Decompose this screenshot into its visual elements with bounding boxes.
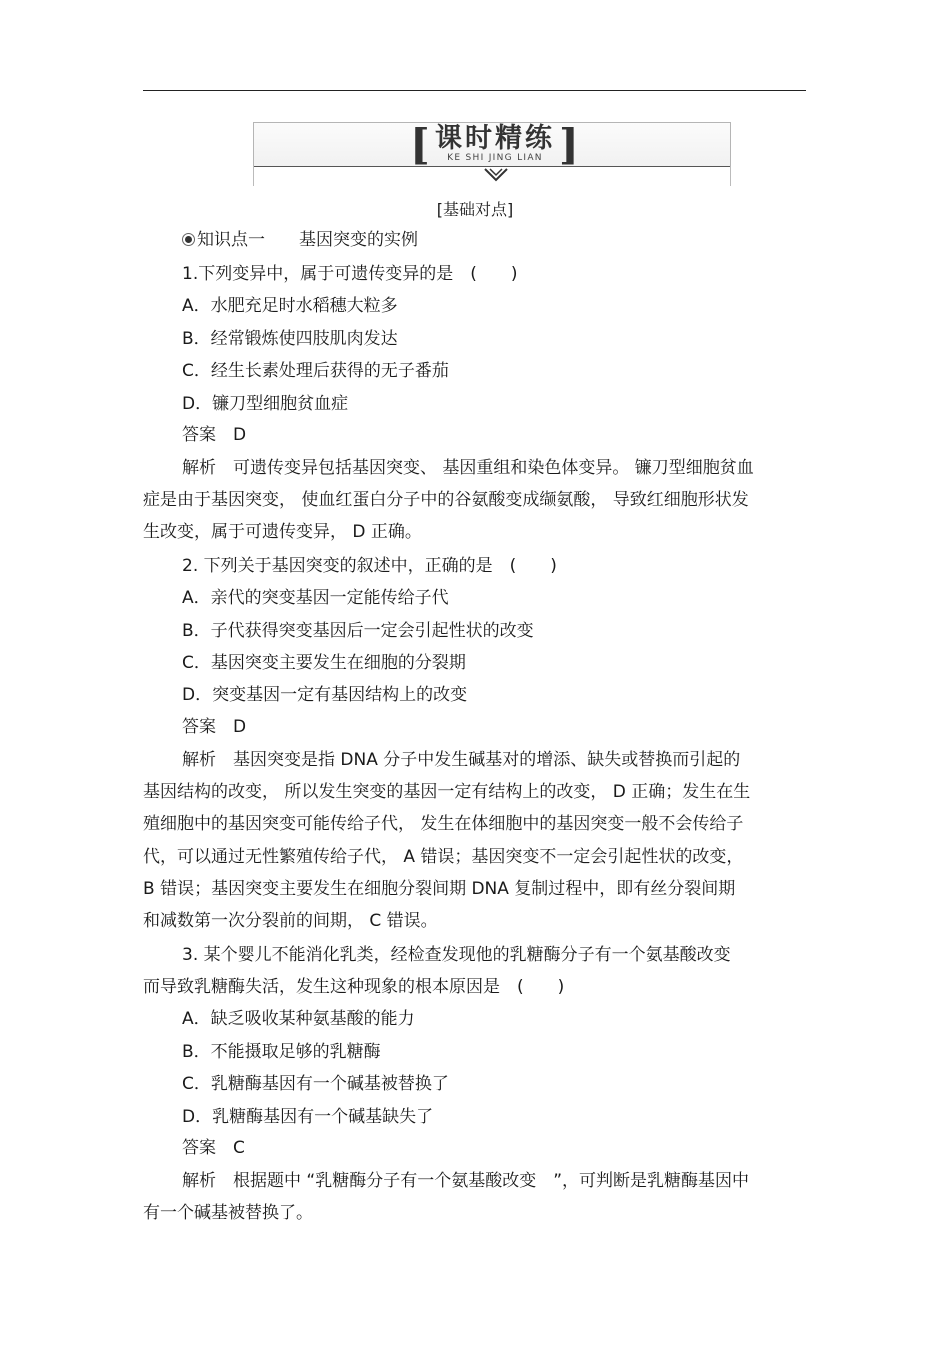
question-1-option-c: C．经生长素处理后获得的无子番茄	[182, 361, 449, 381]
question-3-analysis-line: 有一个碱基被替换了。	[143, 1203, 313, 1223]
question-2-analysis-line: B 错误；基因突变主要发生在细胞分裂间期 DNA 复制过程中，即有丝分裂间期	[143, 879, 736, 899]
question-2-option-a: A．亲代的突变基因一定能传给子代	[182, 588, 449, 608]
question-2-option-b: B．子代获得突变基因后一定会引起性状的改变	[182, 621, 534, 641]
question-3-option-d: D．乳糖酶基因有一个碱基缺失了	[182, 1107, 434, 1127]
question-1-analysis-line: 症是由于基因突变， 使血红蛋白分子中的谷氨酸变成缬氨酸， 导致红细胞形状发	[143, 490, 749, 510]
banner-subtitle: KE SHI JING LIAN	[447, 153, 543, 163]
knowledge-point-heading	[182, 229, 418, 251]
question-1-option-d: D．镰刀型细胞贫血症	[182, 394, 349, 414]
banner-side-right	[730, 166, 731, 186]
right-bracket-icon: ]	[559, 120, 579, 169]
question-2-answer: 答案 D	[182, 717, 247, 737]
question-2-analysis-line: 殖细胞中的基因突变可能传给子代， 发生在体细胞中的基因突变一般不会传给子	[143, 814, 744, 834]
down-arrow-icon	[483, 167, 509, 183]
question-2-analysis-line: 代，可以通过无性繁殖传给子代， A 错误；基因突变不一定会引起性状的改变，	[143, 847, 744, 867]
lesson-banner	[253, 122, 731, 188]
question-3-stem: 而导致乳糖酶失活，发生这种现象的根本原因是 ( )	[143, 977, 565, 997]
knowledge-point-text: 知识点一 基因突变的实例	[197, 230, 418, 250]
question-2-option-d: D．突变基因一定有基因结构上的改变	[182, 685, 468, 705]
banner-side-left	[253, 166, 254, 186]
question-3-answer: 答案 C	[182, 1138, 245, 1158]
question-1-stem: 1.下列变异中，属于可遗传变异的是 ( )	[182, 264, 518, 284]
question-2-analysis-line: 和减数第一次分裂前的间期， C 错误。	[143, 911, 438, 931]
left-bracket-icon: [	[410, 120, 430, 169]
banner-title: 课时精练	[435, 123, 555, 154]
question-1-analysis-line: 解析 可遗传变异包括基因突变、 基因重组和染色体变异。 镰刀型细胞贫血	[182, 458, 754, 478]
bullet-icon	[182, 233, 195, 246]
question-3-analysis-line: 解析 根据题中 “乳糖酶分子有一个氨基酸改变 ”，可判断是乳糖酶基因中	[182, 1171, 750, 1191]
section-title: [基础对点]	[436, 200, 514, 219]
question-2-analysis-line: 解析 基因突变是指 DNA 分子中发生碱基对的增添、缺失或替换而引起的	[182, 750, 741, 770]
question-2-analysis-line: 基因结构的改变， 所以发生突变的基因一定有结构上的改变， D 正确；发生在生	[143, 782, 751, 802]
question-1-answer: 答案 D	[182, 425, 247, 445]
question-1-option-a: A．水肥充足时水稻穗大粒多	[182, 296, 398, 316]
question-3-option-b: B．不能摄取足够的乳糖酶	[182, 1042, 381, 1062]
question-2-option-c: C．基因突变主要发生在细胞的分裂期	[182, 653, 466, 673]
question-1-option-b: B．经常锻炼使四肢肌肉发达	[182, 329, 398, 349]
question-2-stem: 2. 下列关于基因突变的叙述中，正确的是 ( )	[182, 556, 557, 576]
header-rule	[143, 90, 806, 91]
question-3-stem: 3. 某个婴儿不能消化乳类，经检查发现他的乳糖酶分子有一个氨基酸改变	[182, 945, 731, 965]
question-3-option-a: A．缺乏吸收某种氨基酸的能力	[182, 1009, 415, 1029]
question-3-option-c: C．乳糖酶基因有一个碱基被替换了	[182, 1074, 449, 1094]
question-1-analysis-line: 生改变，属于可遗传变异， D 正确。	[143, 522, 422, 542]
